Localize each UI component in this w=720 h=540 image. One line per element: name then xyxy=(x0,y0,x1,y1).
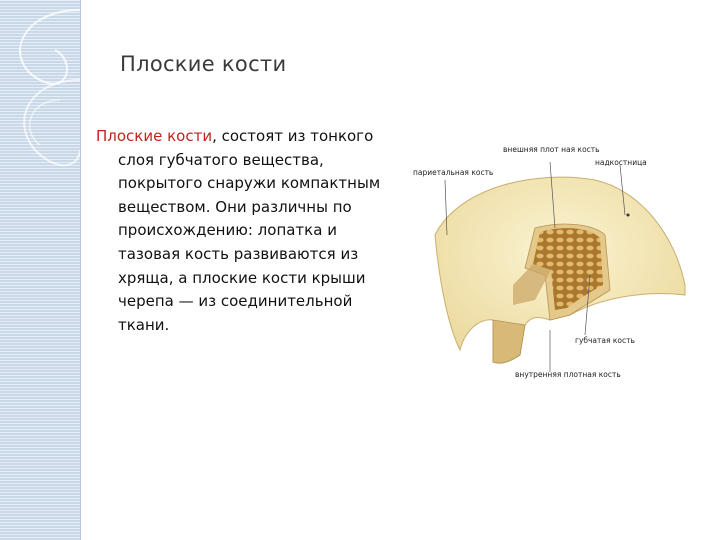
label-spongy-bone: губчатая кость xyxy=(575,336,635,345)
decorative-swirl xyxy=(0,0,80,540)
label-inner-compact-bone: внутренняя плотная кость xyxy=(515,370,621,379)
body-text xyxy=(96,125,381,337)
body-paragraph-text: , состоят из тонкого слоя губчатого вещества, покрытого снаружи компактным веществом. Они различны по происхождению: лопатка и тазовая кость развиваются из хряща, а плоские кости крыши черепа — из соединительной ткани. xyxy=(118,127,381,334)
label-parietal-bone: париетальная кость xyxy=(413,168,494,177)
decorative-side-band xyxy=(0,0,81,540)
label-periosteum: надкостница xyxy=(595,158,647,167)
label-outer-compact-bone: внешняя плот ная кость xyxy=(503,145,600,154)
highlighted-term: Плоские кости xyxy=(96,127,213,145)
flat-bone-diagram xyxy=(385,140,705,390)
slide-title: Плоские кости xyxy=(120,52,287,76)
inner-compact-bone xyxy=(493,320,525,363)
bone-cross-section-illustration xyxy=(385,140,705,390)
body-paragraph xyxy=(96,125,381,337)
